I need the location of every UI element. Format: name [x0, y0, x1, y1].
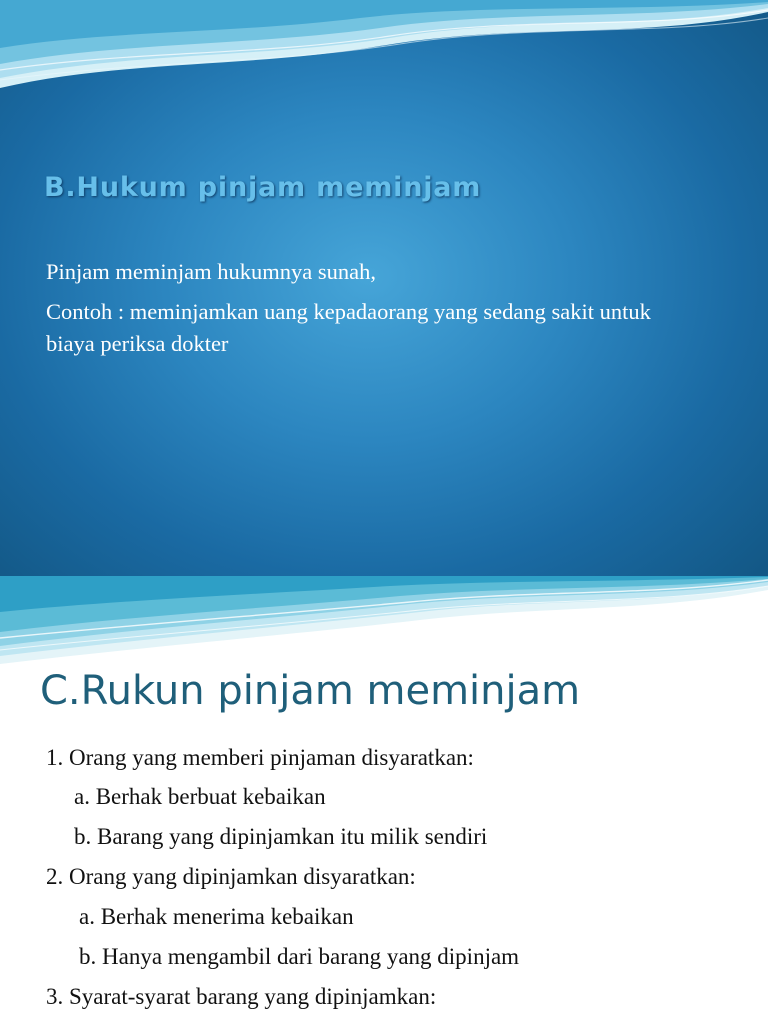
list-item-3: 3. Syarat-syarat barang yang dipinjamkan: — [46, 984, 437, 1009]
slide1-paragraph-2: Contoh : meminjamkan uang kepadaorang yang sedang sakit untuk biaya periksa dokter — [46, 299, 651, 356]
list-item-2b: b. Hanya mengambil dari barang yang dipinjam — [79, 944, 520, 969]
list-item-1b: b. Barang yang dipinjamkan itu milik sendiri — [74, 824, 488, 849]
slide2-title: C.Rukun pinjam meminjam — [40, 668, 581, 714]
slide-rukun — [0, 576, 768, 1024]
list-item-1a: a. Berhak berbuat kebaikan — [74, 784, 326, 809]
slide1-paragraph-1: Pinjam meminjam hukumnya sunah, — [46, 259, 376, 284]
wave-decoration-top — [0, 0, 768, 100]
list-item-1: 1. Orang yang memberi pinjaman disyaratkan: — [46, 745, 474, 770]
list-item-2a: a. Berhak menerima kebaikan — [79, 904, 354, 929]
slide1-title: B.Hukum pinjam meminjam — [44, 172, 482, 203]
slide1-body — [46, 256, 666, 360]
list-item-2: 2. Orang yang dipinjamkan disyaratkan: — [46, 864, 416, 889]
wave-decoration-header — [0, 576, 768, 666]
